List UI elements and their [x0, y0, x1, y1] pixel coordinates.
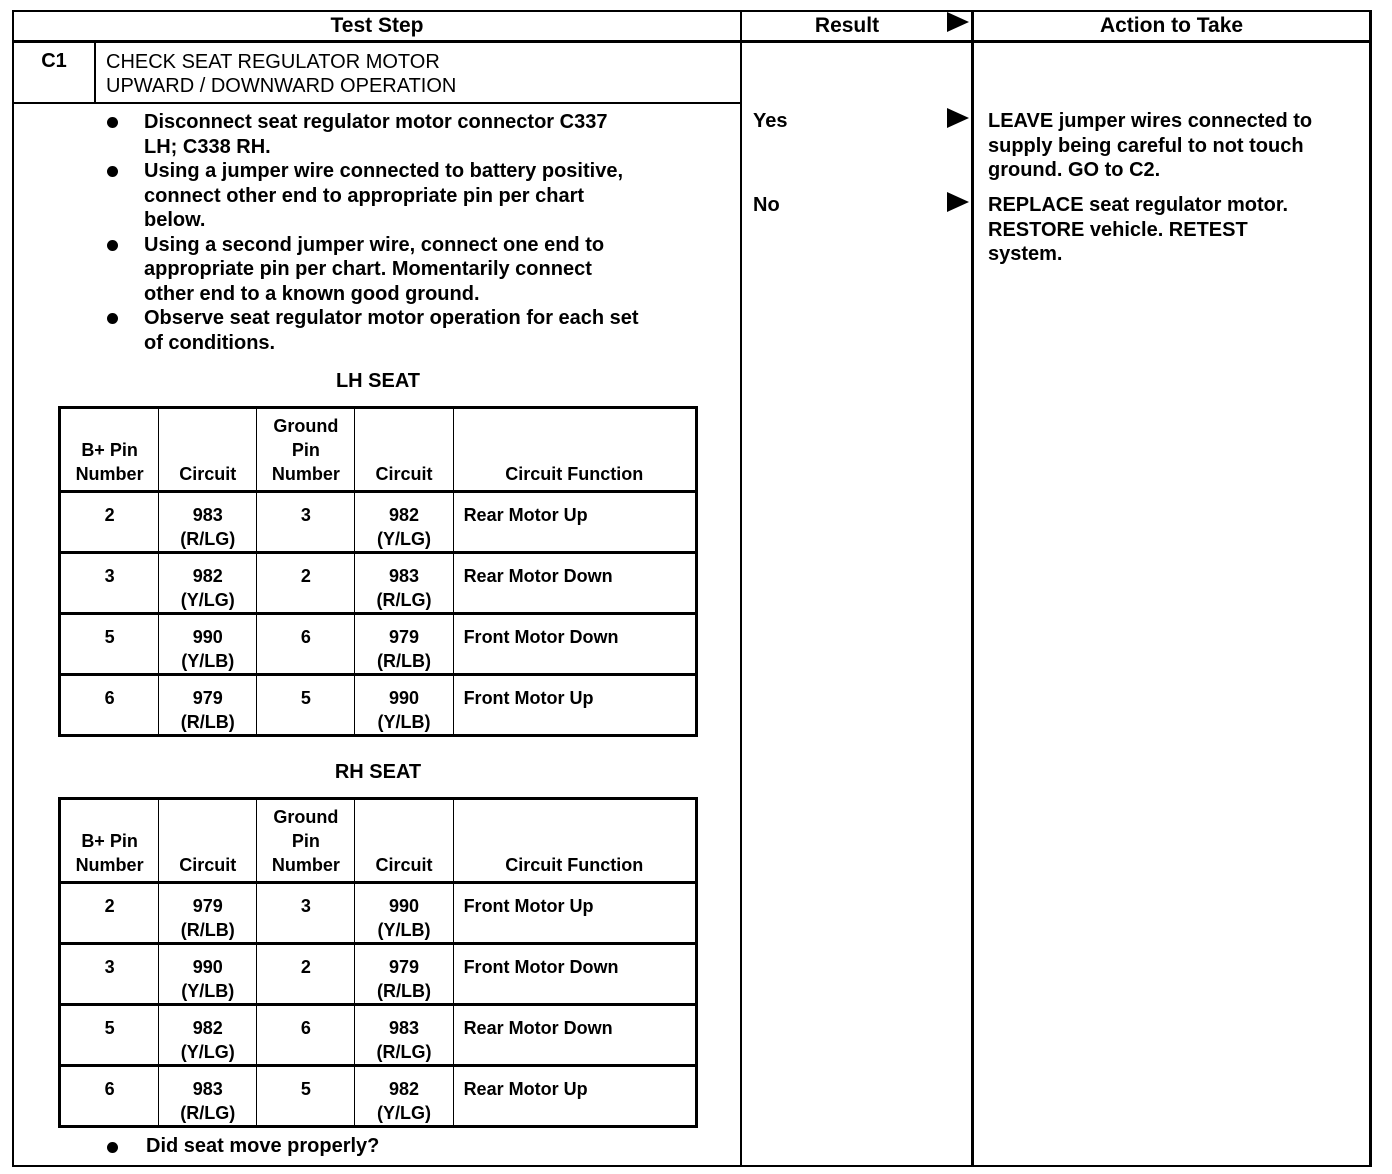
table-row — [60, 614, 697, 675]
result-no-arrow-icon — [947, 192, 969, 212]
table-row — [60, 492, 697, 553]
frame-left-border — [12, 10, 14, 1167]
table-row — [60, 675, 697, 736]
header-test-step: Test Step — [330, 14, 424, 37]
circuit-function-cell: Front Motor Down — [453, 944, 696, 1005]
lh-seat-table — [58, 406, 698, 737]
circuit-function-cell: Rear Motor Down — [453, 553, 696, 614]
instruction-item: Observe seat regulator motor operation for each set of conditions. — [100, 306, 730, 355]
header-arrow-icon — [947, 12, 969, 32]
bplus-pin-cell: 2 — [60, 492, 159, 553]
circuit-cell: 983 (R/LG) — [159, 492, 257, 553]
col-header-circuit: Circuit — [355, 799, 453, 883]
col-header-bplus-pin: B+ Pin Number — [60, 799, 159, 883]
column-divider-action — [971, 10, 974, 1167]
bplus-pin-cell: 5 — [60, 1005, 159, 1066]
circuit-cell: 983 (R/LG) — [355, 1005, 453, 1066]
step-title: CHECK SEAT REGULATOR MOTOR UPWARD / DOWNWARD OPERATION — [106, 51, 457, 97]
ground-pin-cell: 3 — [257, 492, 355, 553]
bplus-pin-cell: 6 — [60, 675, 159, 736]
circuit-cell: 983 (R/LG) — [355, 553, 453, 614]
frame-right-border — [1369, 10, 1372, 1167]
ground-pin-cell: 3 — [257, 883, 355, 944]
rh-seat-title: RH SEAT — [334, 761, 422, 783]
bplus-pin-cell: 3 — [60, 944, 159, 1005]
table-header-row — [60, 799, 697, 883]
step-id-divider — [94, 42, 96, 104]
table-row — [60, 944, 697, 1005]
circuit-cell: 982 (Y/LG) — [355, 492, 453, 553]
header-result: Result — [814, 14, 880, 37]
step-title-bottom-rule — [12, 102, 742, 104]
col-header-ground-pin: Ground Pin Number — [257, 408, 355, 492]
circuit-cell: 990 (Y/LB) — [159, 944, 257, 1005]
action-no: REPLACE seat regulator motor. RESTORE vehicle. RETEST system. — [988, 194, 1289, 265]
result-no-label: No — [753, 194, 780, 216]
instruction-item: Disconnect seat regulator motor connector C337 LH; C338 RH. — [100, 110, 730, 159]
action-yes: LEAVE jumper wires connected to supply being careful to not touch ground. GO to C2. — [988, 110, 1313, 181]
col-header-circuit-function: Circuit Function — [453, 799, 696, 883]
rh-seat-table — [58, 797, 698, 1128]
ground-pin-cell: 2 — [257, 944, 355, 1005]
circuit-cell: 979 (R/LB) — [355, 614, 453, 675]
ground-pin-cell: 6 — [257, 614, 355, 675]
circuit-function-cell: Rear Motor Down — [453, 1005, 696, 1066]
bplus-pin-cell: 2 — [60, 883, 159, 944]
column-divider-result — [740, 10, 742, 1167]
circuit-function-cell: Front Motor Down — [453, 614, 696, 675]
col-header-circuit: Circuit — [355, 408, 453, 492]
circuit-cell: 990 (Y/LB) — [355, 675, 453, 736]
instruction-list — [100, 110, 730, 355]
lh-seat-title: LH SEAT — [335, 370, 421, 392]
circuit-function-cell: Rear Motor Up — [453, 1066, 696, 1127]
circuit-cell: 979 (R/LB) — [355, 944, 453, 1005]
circuit-cell: 990 (Y/LB) — [159, 614, 257, 675]
frame-bottom-border — [12, 1165, 1372, 1167]
table-row — [60, 1005, 697, 1066]
ground-pin-cell: 5 — [257, 1066, 355, 1127]
table-row — [60, 553, 697, 614]
instruction-item: Using a jumper wire connected to battery positive, connect other end to appropriate pin per chart below. — [100, 159, 730, 233]
ground-pin-cell: 6 — [257, 1005, 355, 1066]
circuit-function-cell: Front Motor Up — [453, 883, 696, 944]
ground-pin-cell: 2 — [257, 553, 355, 614]
col-header-circuit: Circuit — [159, 408, 257, 492]
circuit-cell: 979 (R/LB) — [159, 883, 257, 944]
circuit-cell: 979 (R/LB) — [159, 675, 257, 736]
header-action-to-take: Action to Take — [1099, 14, 1244, 37]
col-header-circuit: Circuit — [159, 799, 257, 883]
result-yes-label: Yes — [753, 110, 788, 132]
circuit-cell: 982 (Y/LG) — [159, 1005, 257, 1066]
circuit-cell: 983 (R/LG) — [159, 1066, 257, 1127]
table-row — [60, 1066, 697, 1127]
circuit-cell: 990 (Y/LB) — [355, 883, 453, 944]
col-header-ground-pin: Ground Pin Number — [257, 799, 355, 883]
col-header-circuit-function: Circuit Function — [453, 408, 696, 492]
instruction-item: Using a second jumper wire, connect one end to appropriate pin per chart. Momentarily connect other end to a known good ground. — [100, 233, 730, 307]
col-header-bplus-pin: B+ Pin Number — [60, 408, 159, 492]
circuit-function-cell: Rear Motor Up — [453, 492, 696, 553]
bplus-pin-cell: 3 — [60, 553, 159, 614]
verification-question: Did seat move properly? — [100, 1135, 379, 1158]
bplus-pin-cell: 5 — [60, 614, 159, 675]
table-header-row — [60, 408, 697, 492]
circuit-function-cell: Front Motor Up — [453, 675, 696, 736]
step-id: C1 — [41, 50, 67, 72]
table-row — [60, 883, 697, 944]
circuit-cell: 982 (Y/LG) — [159, 553, 257, 614]
ground-pin-cell: 5 — [257, 675, 355, 736]
circuit-cell: 982 (Y/LG) — [355, 1066, 453, 1127]
result-yes-arrow-icon — [947, 108, 969, 128]
bplus-pin-cell: 6 — [60, 1066, 159, 1127]
